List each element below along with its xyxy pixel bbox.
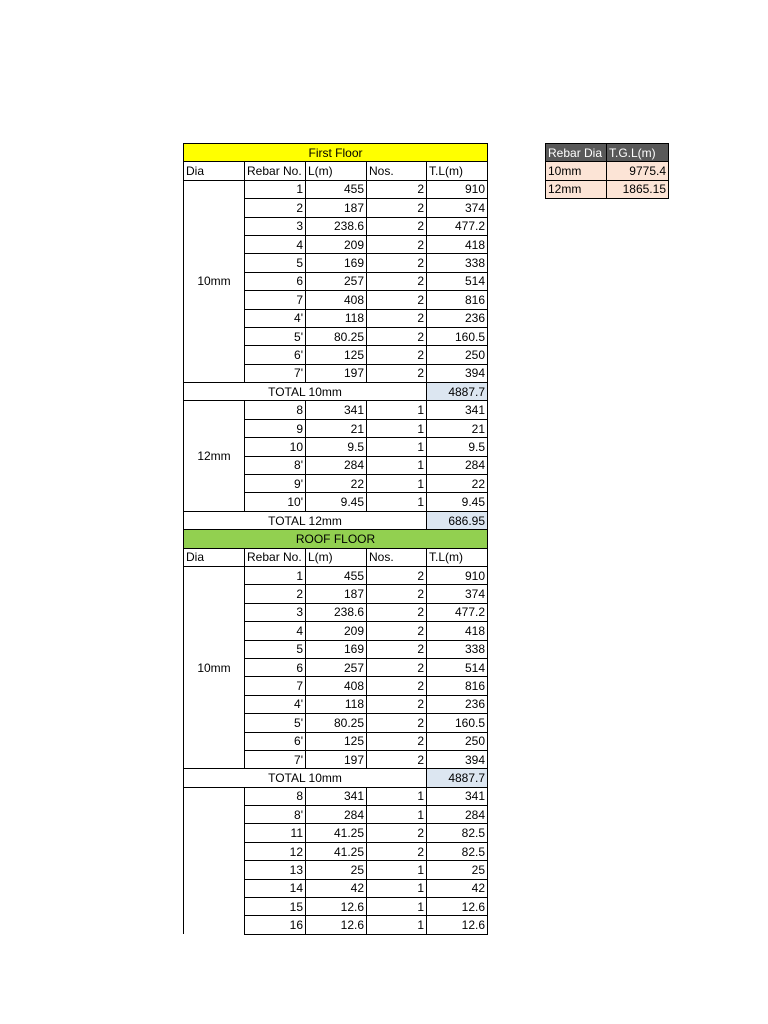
length-cell[interactable]: 9.45 [306,493,367,511]
header-length[interactable]: L(m) [306,162,367,180]
total-length-cell[interactable]: 21 [427,419,488,437]
length-cell[interactable]: 238.6 [306,217,367,235]
length-cell[interactable]: 408 [306,291,367,309]
nos-cell[interactable]: 2 [367,603,427,621]
rebar-row [184,566,488,584]
rebar-no-cell[interactable]: 4' [245,695,306,713]
total-length-cell[interactable]: 82.5 [427,842,488,860]
header-rebar-no[interactable]: Rebar No. [245,548,306,566]
total-length-cell[interactable]: 42 [427,879,488,897]
nos-cell[interactable]: 1 [367,787,427,805]
length-cell[interactable]: 197 [306,750,367,768]
summary-dia-cell[interactable]: 12mm [546,180,607,198]
rebar-no-cell[interactable]: 4 [245,235,306,253]
total-label[interactable]: TOTAL 10mm [184,383,427,401]
length-cell[interactable]: 257 [306,272,367,290]
total-length-cell[interactable]: 9.5 [427,438,488,456]
rebar-no-cell[interactable]: 6' [245,732,306,750]
rebar-no-cell[interactable]: 15 [245,898,306,916]
total-length-cell[interactable]: 477.2 [427,603,488,621]
total-length-cell[interactable]: 284 [427,806,488,824]
total-length-cell[interactable]: 9.45 [427,493,488,511]
length-cell[interactable]: 408 [306,677,367,695]
total-length-cell[interactable]: 236 [427,309,488,327]
rebar-no-cell[interactable]: 1 [245,566,306,584]
nos-cell[interactable]: 2 [367,622,427,640]
length-cell[interactable]: 209 [306,235,367,253]
nos-cell[interactable]: 1 [367,898,427,916]
nos-cell[interactable]: 2 [367,824,427,842]
length-cell[interactable]: 41.25 [306,842,367,860]
length-cell[interactable]: 209 [306,622,367,640]
rebar-no-cell[interactable]: 12 [245,842,306,860]
rebar-no-cell[interactable]: 2 [245,199,306,217]
rebar-no-cell[interactable]: 7' [245,750,306,768]
length-cell[interactable]: 12.6 [306,898,367,916]
nos-cell[interactable]: 1 [367,879,427,897]
rebar-no-cell[interactable]: 1 [245,180,306,198]
rebar-no-cell[interactable]: 16 [245,916,306,934]
floor-title[interactable]: ROOF FLOOR [184,530,488,548]
total-length-cell[interactable]: 338 [427,640,488,658]
length-cell[interactable]: 455 [306,180,367,198]
total-value[interactable]: 686.95 [427,511,488,529]
summary-header-dia[interactable]: Rebar Dia [546,144,607,162]
header-nos[interactable]: Nos. [367,548,427,566]
length-cell[interactable]: 42 [306,879,367,897]
rebar-no-cell[interactable]: 7 [245,677,306,695]
total-length-cell[interactable]: 25 [427,861,488,879]
total-length-cell[interactable]: 341 [427,401,488,419]
length-cell[interactable]: 257 [306,658,367,676]
nos-cell[interactable]: 2 [367,732,427,750]
total-length-cell[interactable]: 910 [427,566,488,584]
rebar-no-cell[interactable]: 5 [245,254,306,272]
header-total-length[interactable]: T.L(m) [427,548,488,566]
nos-cell[interactable]: 2 [367,585,427,603]
rebar-no-cell[interactable]: 3 [245,603,306,621]
total-value[interactable]: 4887.7 [427,769,488,787]
nos-cell[interactable]: 2 [367,199,427,217]
length-cell[interactable]: 80.25 [306,714,367,732]
nos-cell[interactable]: 2 [367,235,427,253]
rebar-no-cell[interactable]: 10 [245,438,306,456]
length-cell[interactable]: 9.5 [306,438,367,456]
summary-table [545,143,669,199]
length-cell[interactable]: 284 [306,456,367,474]
total-length-cell[interactable]: 341 [427,787,488,805]
total-length-cell[interactable]: 477.2 [427,217,488,235]
nos-cell[interactable]: 2 [367,695,427,713]
dia-cell[interactable]: 10mm [184,566,245,768]
nos-cell[interactable]: 1 [367,806,427,824]
header-total-length[interactable]: T.L(m) [427,162,488,180]
total-length-cell[interactable]: 418 [427,622,488,640]
header-dia[interactable]: Dia [184,548,245,566]
dia-cell[interactable]: 10mm [184,180,245,382]
total-label[interactable]: TOTAL 10mm [184,769,427,787]
length-cell[interactable]: 284 [306,806,367,824]
length-cell[interactable]: 238.6 [306,603,367,621]
rebar-row [184,180,488,198]
summary-row [546,162,669,180]
column-header-row [184,162,488,180]
rebar-no-cell[interactable]: 10' [245,493,306,511]
rebar-no-cell[interactable]: 4 [245,622,306,640]
total-length-cell[interactable]: 12.6 [427,916,488,934]
length-cell[interactable]: 21 [306,419,367,437]
total-length-cell[interactable]: 284 [427,456,488,474]
rebar-no-cell[interactable]: 6 [245,658,306,676]
total-length-cell[interactable]: 418 [427,235,488,253]
column-header-row [184,548,488,566]
rebar-no-cell[interactable]: 11 [245,824,306,842]
length-cell[interactable]: 341 [306,787,367,805]
nos-cell[interactable]: 2 [367,254,427,272]
rebar-schedule-table [183,143,488,935]
length-cell[interactable]: 41.25 [306,824,367,842]
nos-cell[interactable]: 1 [367,456,427,474]
total-length-cell[interactable]: 82.5 [427,824,488,842]
total-row [184,769,488,787]
nos-cell[interactable]: 1 [367,493,427,511]
total-length-cell[interactable]: 816 [427,677,488,695]
rebar-no-cell[interactable]: 6 [245,272,306,290]
rebar-row [184,401,488,419]
floor-header-row [184,144,488,162]
total-length-cell[interactable]: 514 [427,658,488,676]
summary-tgl-cell[interactable]: 1865.15 [607,180,669,198]
total-length-cell[interactable]: 250 [427,732,488,750]
rebar-no-cell[interactable]: 6' [245,346,306,364]
header-dia[interactable]: Dia [184,162,245,180]
nos-cell[interactable]: 2 [367,750,427,768]
rebar-no-cell[interactable]: 8 [245,787,306,805]
rebar-no-cell[interactable]: 9' [245,475,306,493]
nos-cell[interactable]: 2 [367,658,427,676]
total-label[interactable]: TOTAL 12mm [184,511,427,529]
total-length-cell[interactable]: 514 [427,272,488,290]
nos-cell[interactable]: 2 [367,640,427,658]
length-cell[interactable]: 80.25 [306,327,367,345]
nos-cell[interactable]: 1 [367,916,427,934]
nos-cell[interactable]: 1 [367,438,427,456]
total-length-cell[interactable]: 12.6 [427,898,488,916]
rebar-no-cell[interactable]: 5 [245,640,306,658]
length-cell[interactable]: 187 [306,585,367,603]
total-length-cell[interactable]: 22 [427,475,488,493]
length-cell[interactable]: 125 [306,346,367,364]
length-cell[interactable]: 118 [306,309,367,327]
total-length-cell[interactable]: 338 [427,254,488,272]
rebar-no-cell[interactable]: 7 [245,291,306,309]
total-length-cell[interactable]: 160.5 [427,714,488,732]
summary-header-tgl[interactable]: T.G.L(m) [607,144,669,162]
nos-cell[interactable]: 2 [367,677,427,695]
total-length-cell[interactable]: 910 [427,180,488,198]
nos-cell[interactable]: 1 [367,861,427,879]
dia-cell[interactable]: 12mm [184,401,245,511]
length-cell[interactable]: 187 [306,199,367,217]
nos-cell[interactable]: 2 [367,309,427,327]
length-cell[interactable]: 455 [306,566,367,584]
total-length-cell[interactable]: 816 [427,291,488,309]
rebar-no-cell[interactable]: 9 [245,419,306,437]
dia-cell[interactable] [184,787,245,934]
total-length-cell[interactable]: 236 [427,695,488,713]
rebar-no-cell[interactable]: 7' [245,364,306,382]
rebar-no-cell[interactable]: 14 [245,879,306,897]
rebar-no-cell[interactable]: 8' [245,806,306,824]
header-rebar-no[interactable]: Rebar No. [245,162,306,180]
length-cell[interactable]: 125 [306,732,367,750]
nos-cell[interactable]: 2 [367,364,427,382]
summary-tgl-cell[interactable]: 9775.4 [607,162,669,180]
nos-cell[interactable]: 2 [367,272,427,290]
length-cell[interactable]: 12.6 [306,916,367,934]
nos-cell[interactable]: 1 [367,419,427,437]
summary-dia-cell[interactable]: 10mm [546,162,607,180]
length-cell[interactable]: 22 [306,475,367,493]
header-nos[interactable]: Nos. [367,162,427,180]
floor-header-row [184,530,488,548]
rebar-no-cell[interactable]: 5' [245,714,306,732]
total-length-cell[interactable]: 374 [427,585,488,603]
length-cell[interactable]: 197 [306,364,367,382]
header-length[interactable]: L(m) [306,548,367,566]
nos-cell[interactable]: 2 [367,217,427,235]
summary-header-row [546,144,669,162]
rebar-no-cell[interactable]: 3 [245,217,306,235]
floor-title[interactable]: First Floor [184,144,488,162]
nos-cell[interactable]: 2 [367,180,427,198]
total-length-cell[interactable]: 160.5 [427,327,488,345]
total-row [184,383,488,401]
length-cell[interactable]: 341 [306,401,367,419]
length-cell[interactable]: 118 [306,695,367,713]
rebar-no-cell[interactable]: 2 [245,585,306,603]
length-cell[interactable]: 169 [306,640,367,658]
nos-cell[interactable]: 2 [367,291,427,309]
total-length-cell[interactable]: 250 [427,346,488,364]
total-row [184,511,488,529]
rebar-no-cell[interactable]: 13 [245,861,306,879]
rebar-row [184,787,488,805]
nos-cell[interactable]: 1 [367,475,427,493]
nos-cell[interactable]: 2 [367,346,427,364]
rebar-no-cell[interactable]: 8' [245,456,306,474]
rebar-no-cell[interactable]: 5' [245,327,306,345]
rebar-no-cell[interactable]: 4' [245,309,306,327]
total-length-cell[interactable]: 374 [427,199,488,217]
nos-cell[interactable]: 2 [367,714,427,732]
nos-cell[interactable]: 2 [367,842,427,860]
total-value[interactable]: 4887.7 [427,383,488,401]
summary-row [546,180,669,198]
nos-cell[interactable]: 2 [367,327,427,345]
length-cell[interactable]: 25 [306,861,367,879]
rebar-no-cell[interactable]: 8 [245,401,306,419]
nos-cell[interactable]: 2 [367,566,427,584]
total-length-cell[interactable]: 394 [427,750,488,768]
length-cell[interactable]: 169 [306,254,367,272]
total-length-cell[interactable]: 394 [427,364,488,382]
nos-cell[interactable]: 1 [367,401,427,419]
